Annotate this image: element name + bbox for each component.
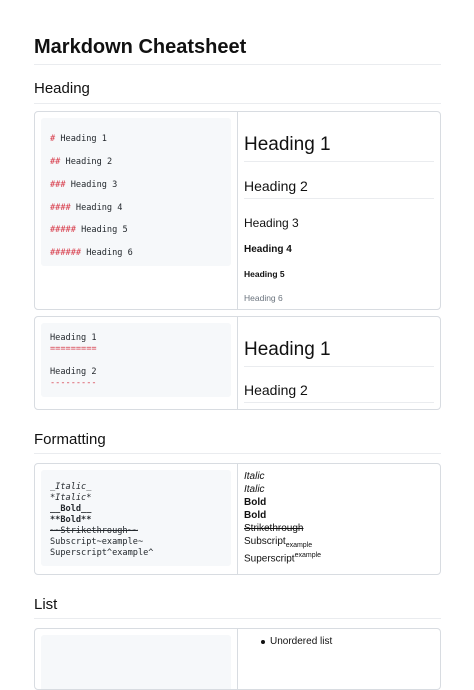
section-divider	[34, 618, 441, 619]
code-line: ---------	[50, 378, 97, 388]
title-divider	[34, 64, 441, 65]
heading-underline	[244, 161, 434, 162]
rendered-strikethrough: Strikethrough	[244, 523, 304, 534]
code-line: ~~Strikethrough~~	[50, 526, 138, 536]
section-divider	[34, 453, 441, 454]
code-line: *Italic*	[50, 493, 92, 503]
list-item: Unordered list	[270, 636, 333, 647]
rendered-bold: Bold	[244, 510, 267, 521]
code-line: =========	[50, 344, 97, 354]
code-block	[41, 323, 231, 397]
rendered-heading-2: Heading 2	[244, 382, 308, 398]
code-line: **Bold**	[50, 515, 92, 525]
code-line: ###### Heading 6	[50, 248, 133, 258]
code-line: ### Heading 3	[50, 180, 118, 190]
code-line: ## Heading 2	[50, 157, 113, 167]
column-divider	[237, 464, 238, 574]
column-divider	[237, 112, 238, 309]
rendered-heading-4: Heading 4	[244, 244, 292, 255]
heading-underline	[244, 366, 434, 367]
rendered-heading-6: Heading 6	[244, 293, 283, 303]
formatting-card	[34, 463, 441, 575]
code-line: # Heading 1	[50, 134, 107, 144]
column-divider	[237, 629, 238, 689]
atx-heading-card	[34, 111, 441, 310]
code-line: _Italic_	[50, 482, 92, 492]
setext-heading-card	[34, 316, 441, 410]
rendered-italic: Italic	[244, 484, 265, 495]
section-title-formatting: Formatting	[34, 431, 106, 448]
bullet-icon	[261, 640, 265, 644]
code-line: __Bold__	[50, 504, 92, 514]
code-line: #### Heading 4	[50, 203, 123, 213]
code-block	[41, 118, 231, 266]
code-block	[41, 635, 231, 690]
rendered-heading-3: Heading 3	[244, 216, 299, 230]
column-divider	[237, 317, 238, 409]
page-title: Markdown Cheatsheet	[34, 36, 247, 58]
section-title-list: List	[34, 596, 58, 613]
rendered-heading-1: Heading 1	[244, 339, 331, 360]
rendered-heading-5: Heading 5	[244, 269, 285, 279]
rendered-heading-1: Heading 1	[244, 134, 331, 155]
rendered-subscript: Subscript$_{example}$	[244, 536, 313, 549]
code-block	[41, 470, 231, 566]
heading-underline	[244, 402, 434, 403]
code-line: Superscript^example^	[50, 548, 154, 558]
rendered-italic: Italic	[244, 471, 265, 482]
section-divider	[34, 103, 441, 104]
rendered-heading-2: Heading 2	[244, 178, 308, 194]
code-line: ##### Heading 5	[50, 225, 128, 235]
code-line: Subscript~example~	[50, 537, 144, 547]
code-line: Heading 2	[50, 367, 97, 377]
rendered-bold: Bold	[244, 497, 267, 508]
rendered-superscript: Superscript$^{example}$	[244, 552, 322, 565]
section-title-heading: Heading	[34, 80, 90, 97]
list-card	[34, 628, 441, 690]
heading-underline	[244, 198, 434, 199]
code-line: Heading 1	[50, 333, 97, 343]
